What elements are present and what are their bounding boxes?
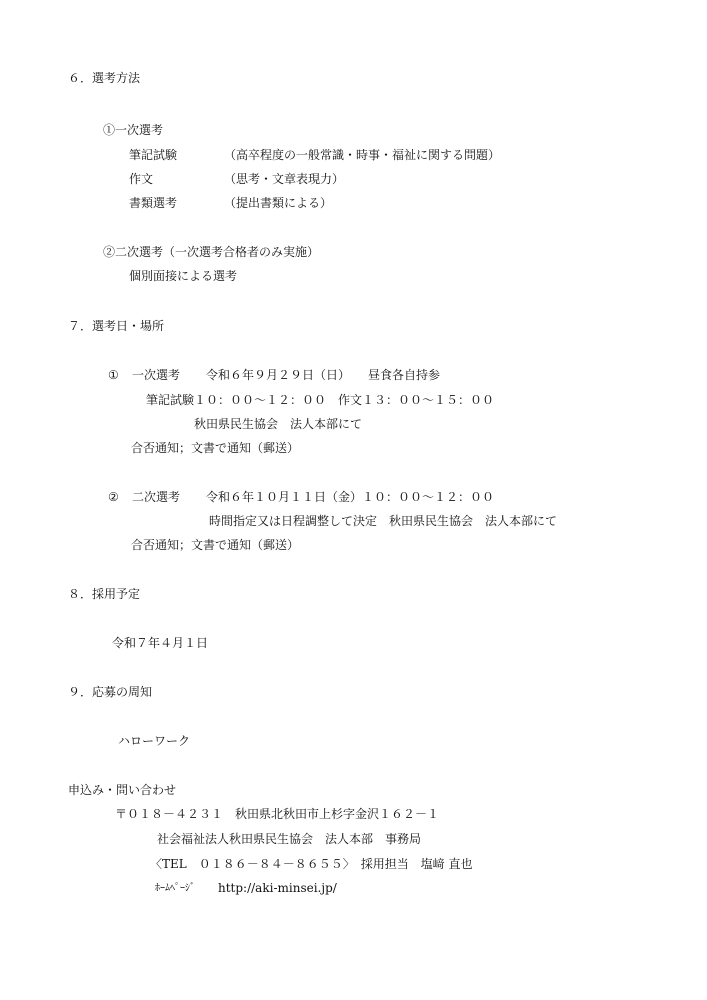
planned-hire-date: 令和７年４月１日 xyxy=(112,636,209,650)
second-selection-detail: 個別面接による選考 xyxy=(129,269,238,283)
schedule-2-note: 時間指定又は日程調整して決定 秋田県民生協会 法人本部にて xyxy=(209,514,558,528)
schedule-2-title: 二次選考 xyxy=(132,490,181,504)
schedule-1-times: 筆記試験１０：００～１２：００ 作文１３：００～１５：００ xyxy=(146,393,495,407)
written-exam-detail: （高卒程度の一般常識・時事・福祉に関する問題） xyxy=(224,148,501,162)
schedule-1-note: 昼食各自持参 xyxy=(368,368,441,382)
schedule-2-result: 合否通知；文書で通知（郵送） xyxy=(131,538,300,552)
contact-organization: 社会福祉法人秋田県民生協会 法人本部 事務局 xyxy=(157,832,422,846)
schedule-1-number: ① xyxy=(108,368,119,382)
schedule-2-datetime: 令和６年１０月１１日（金）１０：００～１２：００ xyxy=(206,490,495,504)
essay-label: 作文 xyxy=(129,172,154,186)
homepage-link[interactable]: http://aki-minsei.jp/ xyxy=(218,881,337,895)
second-selection-title: ②二次選考（一次選考合格者のみ実施） xyxy=(103,245,320,259)
written-exam-label: 筆記試験 xyxy=(129,148,178,162)
section-8-heading: ８．採用予定 xyxy=(68,587,141,601)
section-9-heading: ９．応募の周知 xyxy=(68,685,153,699)
schedule-1-place: 秋田県民生協会 法人本部にて xyxy=(194,417,363,431)
schedule-1-date: 令和６年９月２９日（日） xyxy=(206,368,351,382)
document-screening-label: 書類選考 xyxy=(129,196,178,210)
hello-work: ハローワーク xyxy=(118,734,191,748)
document-screening-detail: （提出書類による） xyxy=(224,196,333,210)
schedule-2-number: ② xyxy=(108,490,119,504)
homepage-label: ﾎｰﾑﾍﾟｰｼﾞ xyxy=(155,883,195,894)
schedule-1-title: 一次選考 xyxy=(132,368,181,382)
section-7-heading: ７．選考日・場所 xyxy=(68,319,165,333)
contact-telephone: 〈TEL ０１８６－８４－８６５５〉 採用担当 塩﨑 直也 xyxy=(150,857,473,871)
first-selection-title: ①一次選考 xyxy=(103,123,164,137)
essay-detail: （思考・文章表現力） xyxy=(224,172,345,186)
section-6-heading: ６．選考方法 xyxy=(68,71,141,85)
contact-postal-address: 〒０１８－４２３１ 秋田県北秋田市上杉字金沢１６２－１ xyxy=(115,807,440,821)
schedule-1-result: 合否通知；文書で通知（郵送） xyxy=(131,441,300,455)
contact-heading: 申込み・問い合わせ xyxy=(68,783,177,797)
